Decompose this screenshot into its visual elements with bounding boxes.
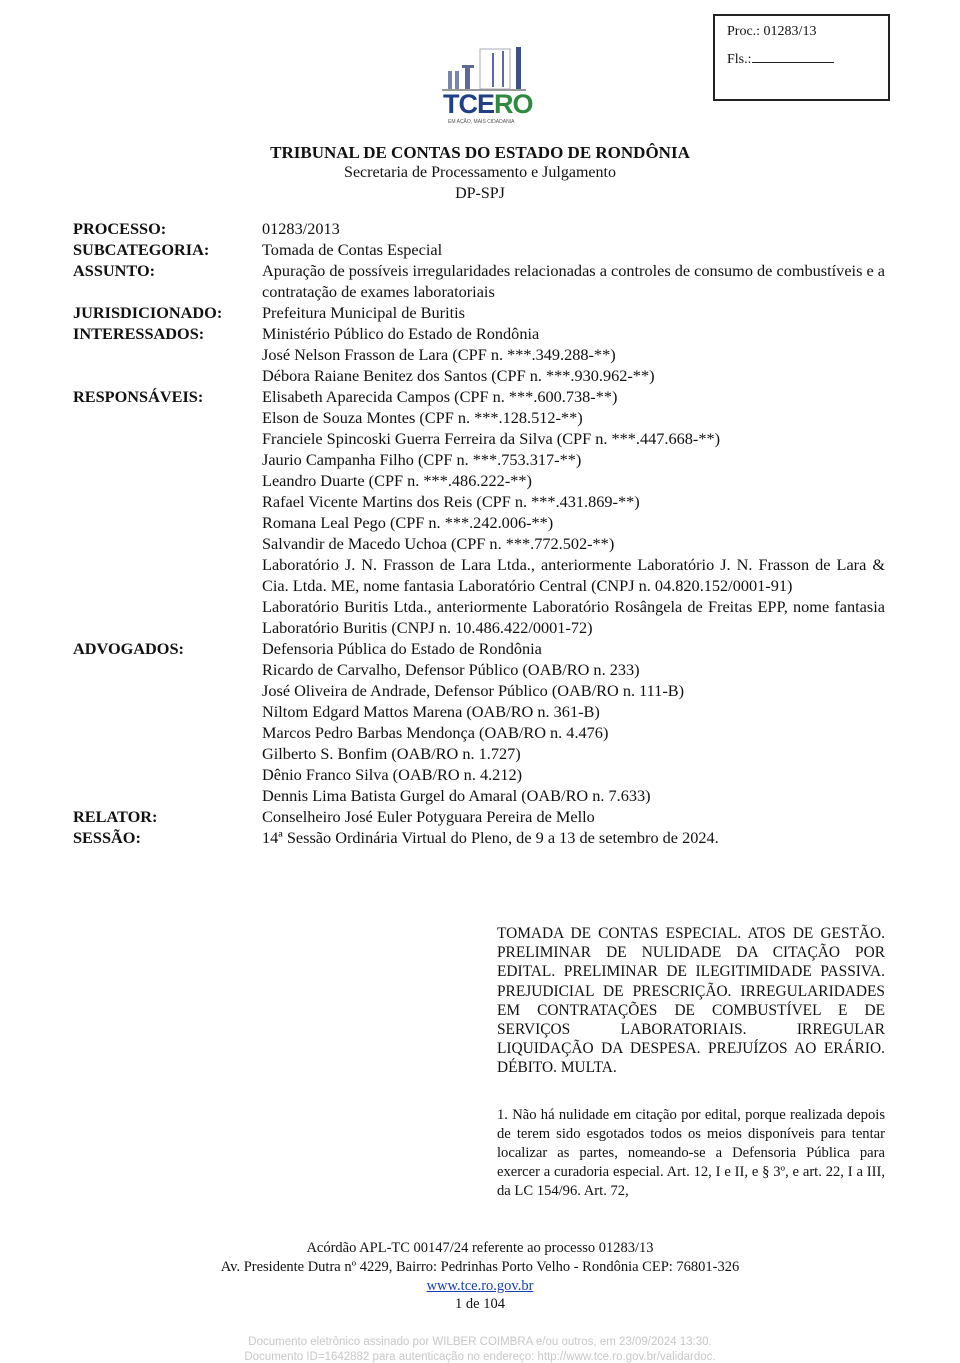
metadata-label: SUBCATEGORIA: xyxy=(73,240,210,259)
building-icon xyxy=(440,45,532,95)
metadata-value: Marcos Pedro Barbas Mendonça (OAB/RO n. 4.476) xyxy=(262,723,609,742)
metadata-value: 01283/2013 xyxy=(262,219,340,238)
metadata-values xyxy=(262,218,885,239)
metadata-values xyxy=(262,302,885,323)
metadata-value: Defensoria Pública do Estado de Rondônia xyxy=(262,639,542,658)
footer-address: Av. Presidente Dutra nº 4229, Bairro: Pedrinhas Porto Velho - Rondônia CEP: 76801-326 xyxy=(220,1259,740,1275)
metadata-value: Ricardo de Carvalho, Defensor Público (OAB/RO n. 233) xyxy=(262,660,640,679)
metadata-values xyxy=(262,806,885,827)
metadata-value: Gilberto S. Bonfim (OAB/RO n. 1.727) xyxy=(262,744,521,763)
metadata-value: Apuração de possíveis irregularidades relacionadas a controles de consumo de combustíveis e a contratação de exames laboratoriais xyxy=(262,261,885,301)
metadata-value: Jaurio Campanha Filho (CPF n. ***.753.317-**) xyxy=(262,450,582,469)
metadata-label: JURISDICIONADO: xyxy=(73,303,223,322)
metadata-value: Tomada de Contas Especial xyxy=(262,240,443,259)
tcero-logo xyxy=(440,45,532,125)
metadata-row xyxy=(73,239,885,260)
metadata-values xyxy=(262,239,885,260)
metadata-value: Niltom Edgard Mattos Marena (OAB/RO n. 361-B) xyxy=(262,702,600,721)
metadata-row xyxy=(73,806,885,827)
proc-number: Proc.: 01283/13 xyxy=(727,24,817,39)
metadata-values xyxy=(262,260,885,302)
fls-field xyxy=(727,52,834,68)
ementa-item-1: 1. Não há nulidade em citação por edital, porque realizada depois de terem sido esgotados todos os meios disponíveis para tentar localizar as partes, nomeando-se a Defensoria Pública para exercer a curadoria especial. Art. 12, I e II, e § 3º, e art. 22, I a III, da LC 154/96. Art. 72, xyxy=(497,1107,885,1199)
fls-label: Fls.: xyxy=(727,52,752,67)
metadata-value: Conselheiro José Euler Potyguara Pereira de Mello xyxy=(262,807,595,826)
metadata-value: Leandro Duarte (CPF n. ***.486.222-**) xyxy=(262,471,532,490)
metadata-label: INTERESSADOS: xyxy=(73,324,205,343)
process-metadata xyxy=(73,218,885,848)
metadata-label: ASSUNTO: xyxy=(73,261,156,280)
metadata-values xyxy=(262,323,885,386)
metadata-row xyxy=(73,218,885,239)
metadata-value: Laboratório Buritis Ltda., anteriormente Laboratório Rosângela de Freitas EPP, nome fantasia Laboratório Buritis (CNPJ n. 10.486.422/0001-72) xyxy=(262,597,885,637)
metadata-value: Dennis Lima Batista Gurgel do Amaral (OAB/RO n. 7.633) xyxy=(262,786,651,805)
summary-heading: TOMADA DE CONTAS ESPECIAL. ATOS DE GESTÃO. PRELIMINAR DE NULIDADE DA CITAÇÃO POR EDITAL. PRELIMINAR DE ILEGITIMIDADE PASSIVA. PREJUDICIAL DE PRESCRIÇÃO. IRREGULARIDADES EM CONTRATAÇÕES DE COMBUSTÍVEL E DE SERVIÇOS LABORATORIAIS. IRREGULAR LIQUIDAÇÃO DA DESPESA. PREJUÍZOS AO ERÁRIO. DÉBITO. MULTA. xyxy=(497,925,885,1077)
metadata-row xyxy=(73,638,885,806)
footer-website-link[interactable]: www.tce.ro.gov.br xyxy=(426,1278,534,1294)
logo-wordmark xyxy=(443,89,533,120)
court-title: TRIBUNAL DE CONTAS DO ESTADO DE RONDÔNIA xyxy=(270,143,690,162)
metadata-value: Rafael Vicente Martins dos Reis (CPF n. ***.431.869-**) xyxy=(262,492,640,511)
metadata-value: Elisabeth Aparecida Campos (CPF n. ***.600.738-**) xyxy=(262,387,618,406)
fls-blank-line xyxy=(752,62,834,63)
metadata-values xyxy=(262,638,885,806)
metadata-label: RESPONSÁVEIS: xyxy=(73,387,204,406)
signature-watermark-line1: Documento eletrônico assinado por WILBER COIMBRA e/ou outros, em 23/09/2024 13:30. xyxy=(248,1336,712,1348)
metadata-values xyxy=(262,386,885,638)
process-stamp-box xyxy=(713,14,890,101)
metadata-label: RELATOR: xyxy=(73,807,158,826)
metadata-row xyxy=(73,827,885,848)
metadata-value: José Nelson Frasson de Lara (CPF n. ***.349.288-**) xyxy=(262,345,616,364)
unit-code: DP-SPJ xyxy=(455,185,505,202)
metadata-value: José Oliveira de Andrade, Defensor Público (OAB/RO n. 111-B) xyxy=(262,681,685,700)
metadata-value: 14ª Sessão Ordinária Virtual do Pleno, de 9 a 13 de setembro de 2024. xyxy=(262,828,719,847)
metadata-value: Romana Leal Pego (CPF n. ***.242.006-**) xyxy=(262,513,554,532)
secretariat-subtitle: Secretaria de Processamento e Julgamento xyxy=(344,164,616,181)
metadata-value: Prefeitura Municipal de Buritis xyxy=(262,303,466,322)
metadata-label: SESSÃO: xyxy=(73,828,141,847)
logo-text-ro: RO xyxy=(494,89,533,119)
metadata-value: Franciele Spincoski Guerra Ferreira da Silva (CPF n. ***.447.668-**) xyxy=(262,429,721,448)
metadata-value: Dênio Franco Silva (OAB/RO n. 4.212) xyxy=(262,765,523,784)
metadata-row xyxy=(73,386,885,638)
metadata-value: Salvandir de Macedo Uchoa (CPF n. ***.772.502-**) xyxy=(262,534,615,553)
logo-text-tce: TCE xyxy=(443,89,494,119)
signature-watermark-line2: Documento ID=1642882 para autenticação no endereço: http://www.tce.ro.gov.br/validardoc. xyxy=(244,1351,716,1363)
metadata-value: Ministério Público do Estado de Rondônia xyxy=(262,324,540,343)
page-number: 1 de 104 xyxy=(455,1296,505,1312)
footer-acordao: Acórdão APL-TC 00147/24 referente ao processo 01283/13 xyxy=(306,1240,654,1256)
metadata-value: Elson de Souza Montes (CPF n. ***.128.512-**) xyxy=(262,408,583,427)
metadata-row xyxy=(73,260,885,302)
metadata-row xyxy=(73,323,885,386)
logo-tagline: EM AÇÃO, MAIS CIDADANIA xyxy=(448,119,515,125)
metadata-value: Laboratório J. N. Frasson de Lara Ltda., anteriormente Laboratório J. N. Frasson de Lara & Cia. Ltda. ME, nome fantasia Laboratório Central (CNPJ n. 04.820.152/0001-91) xyxy=(262,555,885,595)
metadata-label: ADVOGADOS: xyxy=(73,639,184,658)
metadata-label: PROCESSO: xyxy=(73,219,167,238)
metadata-row xyxy=(73,302,885,323)
metadata-values xyxy=(262,827,885,848)
metadata-value: Débora Raiane Benitez dos Santos (CPF n. ***.930.962-**) xyxy=(262,366,655,385)
